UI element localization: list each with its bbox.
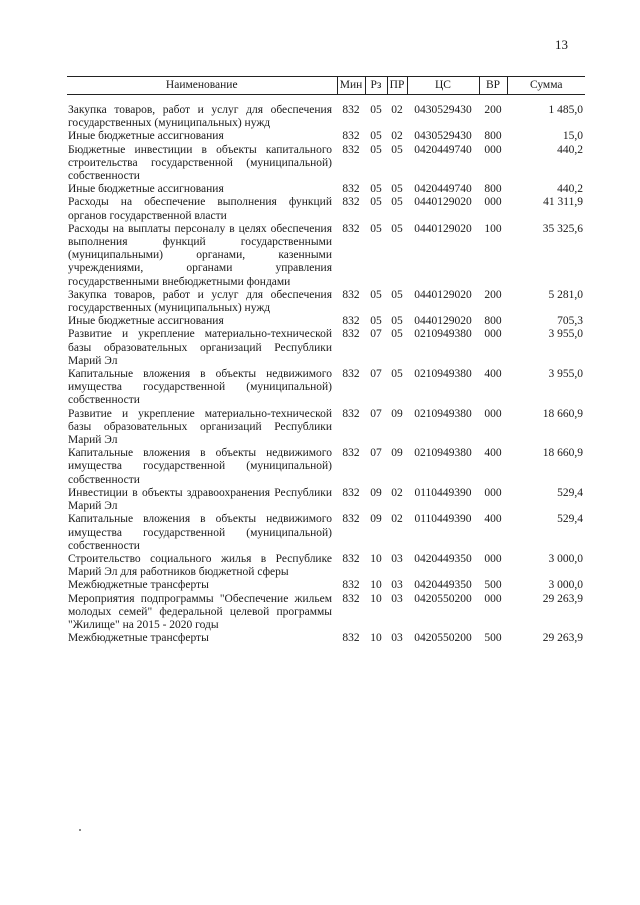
cell-pr: 05 bbox=[391, 315, 403, 328]
cell-cs: 0420449350 bbox=[414, 579, 472, 592]
cell-cs: 0210949380 bbox=[414, 368, 472, 381]
page-mark bbox=[79, 829, 81, 831]
cell-rz: 05 bbox=[370, 196, 382, 209]
table-row bbox=[67, 289, 585, 315]
table-header-row bbox=[67, 77, 585, 95]
cell-vr: 000 bbox=[484, 552, 502, 565]
cell-sum: 3 000,0 bbox=[548, 552, 583, 565]
cell-name: Инвестиции в объекты здравоохранения Республики Марий Эл bbox=[68, 486, 332, 513]
cell-min: 832 bbox=[342, 447, 360, 460]
header-pr: ПР bbox=[387, 77, 407, 95]
table-row bbox=[67, 328, 585, 368]
table-row bbox=[67, 447, 585, 487]
cell-pr: 05 bbox=[391, 183, 403, 196]
cell-cs: 0430529430 bbox=[414, 104, 472, 116]
cell-cs: 0440129020 bbox=[414, 288, 472, 301]
cell-pr: 05 bbox=[391, 196, 403, 209]
cell-pr: 05 bbox=[391, 288, 403, 301]
cell-vr: 000 bbox=[484, 407, 502, 420]
cell-rz: 10 bbox=[370, 552, 382, 565]
cell-min: 832 bbox=[342, 552, 360, 565]
cell-sum: 3 000,0 bbox=[548, 579, 583, 592]
table-row bbox=[67, 553, 585, 579]
cell-pr: 02 bbox=[391, 130, 403, 143]
cell-min: 832 bbox=[342, 222, 360, 235]
cell-rz: 05 bbox=[370, 130, 382, 143]
cell-name: Развитие и укрепление материально-технической базы образовательных организаций Республики Марий Эл bbox=[68, 328, 332, 367]
table-row bbox=[67, 223, 585, 289]
cell-min: 832 bbox=[342, 513, 360, 526]
cell-sum: 41 311,9 bbox=[543, 196, 583, 209]
header-rz: Рз bbox=[365, 77, 387, 95]
header-vr: ВР bbox=[479, 77, 507, 95]
cell-name: Расходы на выплаты персоналу в целях обеспечения выполнения функций государственными (муниципальными) органами, казенными учреждениями, органами управления государственными внебюджетными фондами bbox=[68, 222, 332, 288]
cell-cs: 0110449390 bbox=[414, 486, 472, 499]
table-row bbox=[67, 408, 585, 448]
cell-name: Строительство социального жилья в Республике Марий Эл для работников бюджетной сферы bbox=[68, 552, 332, 579]
cell-rz: 07 bbox=[370, 368, 382, 381]
cell-min: 832 bbox=[342, 196, 360, 209]
cell-cs: 0210949380 bbox=[414, 328, 472, 341]
cell-min: 832 bbox=[342, 143, 360, 156]
cell-rz: 09 bbox=[370, 486, 382, 499]
cell-pr: 02 bbox=[391, 104, 403, 116]
cell-name: Расходы на обеспечение выполнения функций органов государственной власти bbox=[68, 196, 332, 222]
cell-name: Капитальные вложения в объекты недвижимого имущества государственной (муниципальной) собственности bbox=[68, 447, 332, 486]
cell-sum: 3 955,0 bbox=[548, 368, 583, 381]
cell-vr: 000 bbox=[484, 143, 502, 156]
cell-pr: 05 bbox=[391, 143, 403, 156]
table-row bbox=[67, 196, 585, 222]
cell-name: Капитальные вложения в объекты недвижимого имущества государственной (муниципальной) собственности bbox=[68, 368, 332, 407]
cell-rz: 07 bbox=[370, 328, 382, 341]
table-row bbox=[67, 487, 585, 513]
cell-vr: 500 bbox=[484, 632, 502, 645]
cell-pr: 03 bbox=[391, 592, 403, 605]
cell-name: Закупка товаров, работ и услуг для обеспечения государственных (муниципальных) нужд bbox=[68, 288, 332, 315]
cell-pr: 03 bbox=[391, 552, 403, 565]
cell-sum: 15,0 bbox=[562, 130, 583, 143]
cell-vr: 800 bbox=[484, 315, 502, 328]
cell-min: 832 bbox=[342, 486, 360, 499]
cell-vr: 000 bbox=[484, 592, 502, 605]
page-number: 13 bbox=[555, 37, 568, 52]
cell-cs: 0440129020 bbox=[414, 315, 472, 328]
cell-cs: 0420449740 bbox=[414, 183, 472, 196]
cell-min: 832 bbox=[342, 368, 360, 381]
cell-rz: 05 bbox=[370, 183, 382, 196]
table-row bbox=[67, 183, 585, 196]
cell-vr: 000 bbox=[484, 196, 502, 209]
cell-sum: 18 660,9 bbox=[542, 447, 583, 460]
cell-name: Межбюджетные трансферты bbox=[68, 632, 209, 645]
cell-rz: 05 bbox=[370, 315, 382, 328]
cell-sum: 1 485,0 bbox=[548, 104, 583, 116]
cell-vr: 800 bbox=[484, 183, 502, 196]
cell-cs: 0420449740 bbox=[414, 143, 472, 156]
cell-name: Капитальные вложения в объекты недвижимого имущества государственной (муниципальной) собственности bbox=[68, 513, 332, 552]
cell-vr: 400 bbox=[484, 447, 502, 460]
cell-vr: 200 bbox=[484, 288, 502, 301]
table-row bbox=[67, 144, 585, 184]
cell-cs: 0430529430 bbox=[414, 130, 472, 143]
cell-cs: 0440129020 bbox=[414, 196, 472, 209]
cell-sum: 529,4 bbox=[557, 513, 583, 526]
cell-cs: 0110449390 bbox=[414, 513, 472, 526]
table-row bbox=[67, 593, 585, 633]
cell-vr: 100 bbox=[484, 222, 502, 235]
cell-pr: 02 bbox=[391, 513, 403, 526]
cell-pr: 05 bbox=[391, 328, 403, 341]
cell-rz: 05 bbox=[370, 104, 382, 116]
cell-vr: 200 bbox=[484, 104, 502, 116]
cell-min: 832 bbox=[342, 288, 360, 301]
cell-cs: 0210949380 bbox=[414, 407, 472, 420]
cell-name: Иные бюджетные ассигнования bbox=[68, 315, 224, 328]
cell-name: Бюджетные инвестиции в объекты капитального строительства государственной (муниципальной) собственности bbox=[68, 143, 332, 183]
cell-sum: 29 263,9 bbox=[542, 632, 583, 645]
cell-name: Закупка товаров, работ и услуг для обеспечения государственных (муниципальных) нужд bbox=[68, 104, 332, 130]
cell-min: 832 bbox=[342, 632, 360, 645]
budget-table bbox=[67, 76, 585, 645]
cell-rz: 07 bbox=[370, 447, 382, 460]
cell-name: Мероприятия подпрограммы "Обеспечение жильем молодых семей" федеральной целевой программы "Жилище" на 2015 - 2020 годы bbox=[68, 592, 332, 631]
cell-sum: 35 325,6 bbox=[542, 222, 583, 235]
cell-rz: 10 bbox=[370, 592, 382, 605]
cell-sum: 440,2 bbox=[557, 183, 583, 196]
cell-rz: 07 bbox=[370, 407, 382, 420]
cell-name: Иные бюджетные ассигнования bbox=[68, 183, 224, 196]
cell-min: 832 bbox=[342, 183, 360, 196]
cell-vr: 400 bbox=[484, 368, 502, 381]
table-row bbox=[67, 579, 585, 592]
cell-sum: 29 263,9 bbox=[542, 592, 583, 605]
cell-cs: 0440129020 bbox=[414, 222, 472, 235]
table-row bbox=[67, 513, 585, 553]
cell-pr: 09 bbox=[391, 447, 403, 460]
cell-vr: 400 bbox=[484, 513, 502, 526]
cell-cs: 0420550200 bbox=[414, 592, 472, 605]
cell-pr: 09 bbox=[391, 407, 403, 420]
table-row bbox=[67, 368, 585, 408]
cell-sum: 529,4 bbox=[557, 486, 583, 499]
cell-vr: 000 bbox=[484, 486, 502, 499]
cell-min: 832 bbox=[342, 579, 360, 592]
cell-name: Иные бюджетные ассигнования bbox=[68, 130, 224, 143]
cell-vr: 800 bbox=[484, 130, 502, 143]
cell-cs: 0420449350 bbox=[414, 552, 472, 565]
cell-cs: 0420550200 bbox=[414, 632, 472, 645]
cell-rz: 10 bbox=[370, 632, 382, 645]
cell-name: Межбюджетные трансферты bbox=[68, 579, 209, 592]
cell-min: 832 bbox=[342, 130, 360, 143]
cell-pr: 02 bbox=[391, 486, 403, 499]
table-row bbox=[67, 95, 585, 131]
header-name: Наименование bbox=[67, 77, 337, 95]
table-body bbox=[67, 95, 585, 646]
cell-sum: 5 281,0 bbox=[548, 288, 583, 301]
cell-rz: 05 bbox=[370, 143, 382, 156]
cell-rz: 10 bbox=[370, 579, 382, 592]
header-min: Мин bbox=[337, 77, 365, 95]
cell-pr: 05 bbox=[391, 222, 403, 235]
cell-vr: 500 bbox=[484, 579, 502, 592]
cell-sum: 705,3 bbox=[557, 315, 583, 328]
cell-min: 832 bbox=[342, 592, 360, 605]
cell-sum: 18 660,9 bbox=[542, 407, 583, 420]
header-sum: Сумма bbox=[507, 77, 585, 95]
cell-min: 832 bbox=[342, 328, 360, 341]
cell-sum: 3 955,0 bbox=[548, 328, 583, 341]
cell-rz: 05 bbox=[370, 288, 382, 301]
cell-min: 832 bbox=[342, 407, 360, 420]
table-row bbox=[67, 130, 585, 143]
cell-pr: 03 bbox=[391, 632, 403, 645]
cell-min: 832 bbox=[342, 315, 360, 328]
cell-name: Развитие и укрепление материально-технической базы образовательных организаций Республики Марий Эл bbox=[68, 407, 332, 447]
cell-pr: 03 bbox=[391, 579, 403, 592]
cell-rz: 05 bbox=[370, 222, 382, 235]
table-row bbox=[67, 315, 585, 328]
table-row bbox=[67, 632, 585, 645]
header-cs: ЦС bbox=[407, 77, 479, 95]
cell-min: 832 bbox=[342, 104, 360, 116]
cell-cs: 0210949380 bbox=[414, 447, 472, 460]
cell-vr: 000 bbox=[484, 328, 502, 341]
cell-rz: 09 bbox=[370, 513, 382, 526]
cell-sum: 440,2 bbox=[557, 143, 583, 156]
cell-pr: 05 bbox=[391, 368, 403, 381]
